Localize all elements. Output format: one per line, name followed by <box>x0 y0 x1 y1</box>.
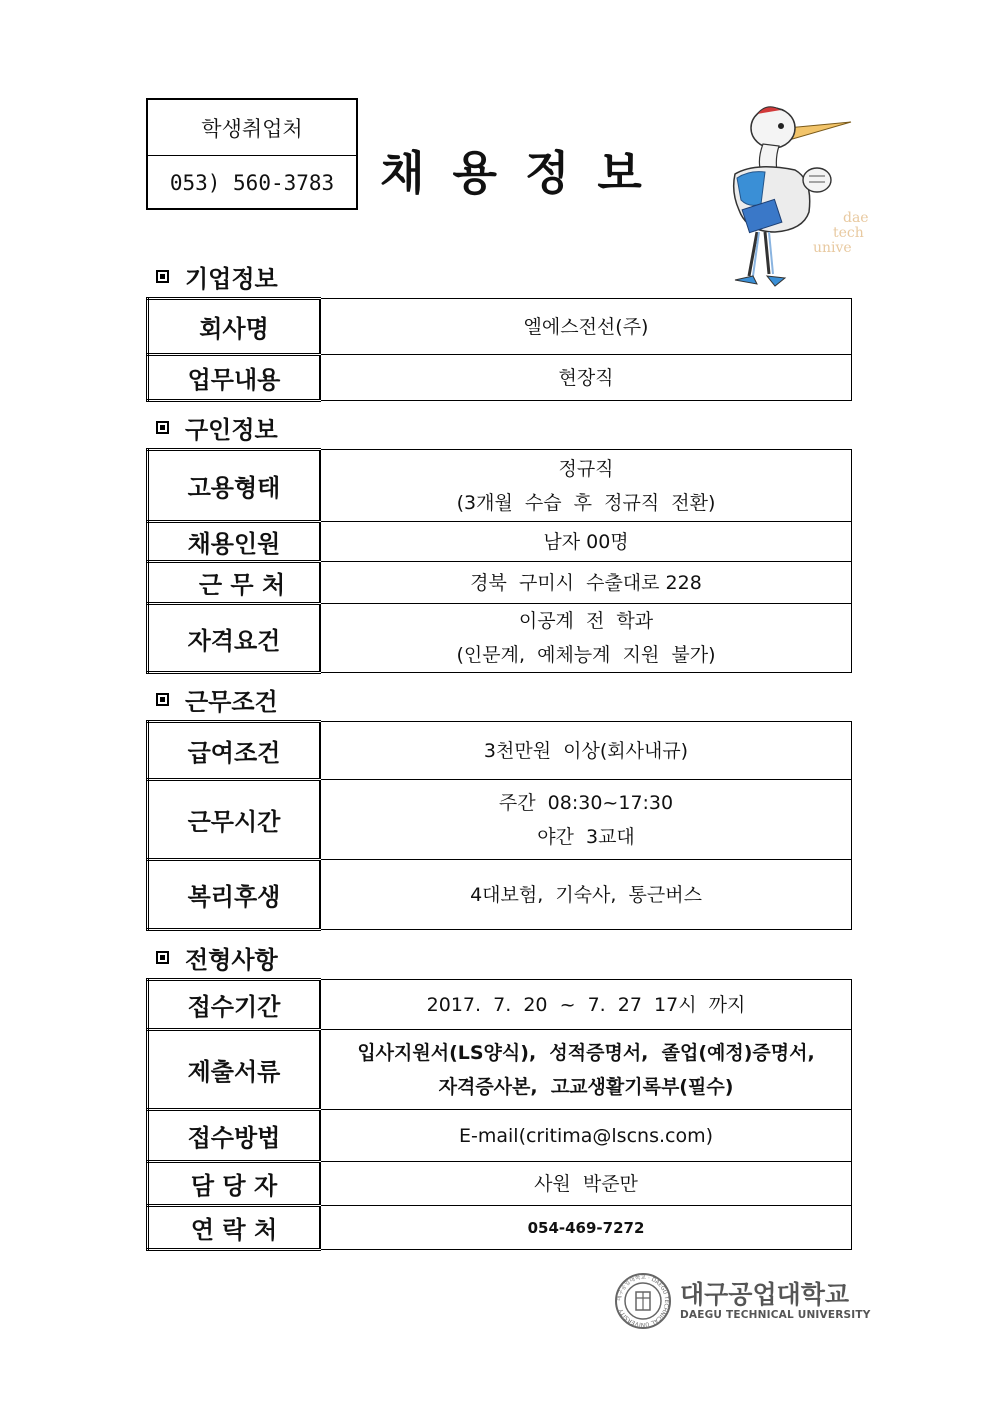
table-row <box>148 860 852 930</box>
label-application-period: 접수기간 <box>148 980 321 1030</box>
label-headcount: 채용인원 <box>148 522 321 562</box>
square-bullet-icon <box>156 693 169 706</box>
value-work-hours-line1: 주간 08:30~17:30 <box>498 791 674 814</box>
mascot-watermark-3: unive <box>813 240 852 256</box>
label-work-hours: 근무시간 <box>148 780 321 860</box>
label-application-method: 접수방법 <box>148 1110 321 1162</box>
value-headcount: 남자 00명 <box>320 522 852 562</box>
table-row <box>148 522 852 562</box>
seal-text: 대구공업대학교 · DAEGU TECHNICAL UNIVERSITY <box>616 1274 670 1328</box>
table-row <box>148 450 852 522</box>
table-row <box>148 299 852 355</box>
value-salary: 3천만원 이상(회사내규) <box>320 722 852 780</box>
label-documents: 제출서류 <box>148 1030 321 1110</box>
value-workplace: 경북 구미시 수출대로 228 <box>320 562 852 604</box>
mascot-watermark-2: tech <box>833 225 864 241</box>
value-job-duty: 현장직 <box>320 355 852 401</box>
value-contact: 054-469-7272 <box>320 1206 852 1250</box>
label-salary: 급여조건 <box>148 722 321 780</box>
value-documents-line2: 자격증사본, 고교생활기록부(필수) <box>438 1075 734 1098</box>
process-table <box>146 978 852 1251</box>
label-job-duty: 업무내용 <box>148 355 321 401</box>
university-seal-icon <box>614 1272 672 1330</box>
table-row <box>148 355 852 401</box>
square-bullet-icon <box>156 270 169 283</box>
table-row <box>148 562 852 604</box>
value-qualification <box>320 604 852 673</box>
label-benefits: 복리후생 <box>148 860 321 930</box>
square-bullet-icon <box>156 421 169 434</box>
table-row <box>148 780 852 860</box>
mascot-watermark-1: dae <box>843 210 869 226</box>
university-logo <box>614 1272 871 1330</box>
value-documents <box>320 1030 852 1110</box>
value-qualification-line1: 이공계 전 학과 <box>518 610 654 632</box>
university-name-en: DAEGU TECHNICAL UNIVERSITY <box>680 1308 871 1321</box>
value-application-method: E-mail(critima@lscns.com) <box>320 1110 852 1162</box>
conditions-table <box>146 720 852 931</box>
label-employment-type: 고용형태 <box>148 450 321 522</box>
label-manager: 담 당 자 <box>148 1162 321 1206</box>
section-heading-conditions <box>156 682 278 717</box>
value-employment-type-line1: 정규직 <box>558 457 614 480</box>
label-workplace: 근 무 처 <box>148 562 321 604</box>
job-table <box>146 448 852 674</box>
section-heading-job-text: 구인정보 <box>185 416 278 444</box>
table-row <box>148 604 852 673</box>
table-row <box>148 980 852 1030</box>
contact-office: 학생취업처 <box>201 116 303 141</box>
table-row <box>148 1206 852 1250</box>
value-benefits: 4대보험, 기숙사, 통근버스 <box>320 860 852 930</box>
university-name-ko: 대구공업대학교 <box>680 1280 850 1310</box>
label-contact: 연 락 처 <box>148 1206 321 1250</box>
contact-phone: 053) 560-3783 <box>148 155 356 209</box>
section-heading-conditions-text: 근무조건 <box>185 688 278 716</box>
square-bullet-icon <box>156 951 169 964</box>
section-heading-company-text: 기업정보 <box>185 265 278 293</box>
page-title: 채용정보 <box>380 146 670 200</box>
label-qualification: 자격요건 <box>148 604 321 673</box>
section-heading-company <box>156 259 278 294</box>
value-application-period: 2017. 7. 20 ~ 7. 27 17시 까지 <box>320 980 852 1030</box>
section-heading-process <box>156 940 278 975</box>
value-qualification-line2: (인문계, 예체능계 지원 불가) <box>456 644 716 666</box>
table-row <box>148 1162 852 1206</box>
value-employment-type-line2: (3개월 수습 후 정규직 전환) <box>456 491 716 514</box>
value-company-name: 엘에스전선(주) <box>320 299 852 355</box>
section-heading-job <box>156 410 278 445</box>
value-work-hours-line2: 야간 3교대 <box>537 825 635 848</box>
table-row <box>148 1030 852 1110</box>
table-row <box>148 1110 852 1162</box>
value-work-hours <box>320 780 852 860</box>
value-documents-line1: 입사지원서(LS양식), 성적증명서, 졸업(예정)증명서, <box>357 1041 815 1064</box>
contact-box <box>146 98 358 210</box>
value-manager: 사원 박준만 <box>320 1162 852 1206</box>
mascot-crane-logo <box>705 100 869 290</box>
company-table <box>146 297 852 402</box>
label-company-name: 회사명 <box>148 299 321 355</box>
section-heading-process-text: 전형사항 <box>185 946 278 974</box>
value-employment-type <box>320 450 852 522</box>
table-row <box>148 722 852 780</box>
